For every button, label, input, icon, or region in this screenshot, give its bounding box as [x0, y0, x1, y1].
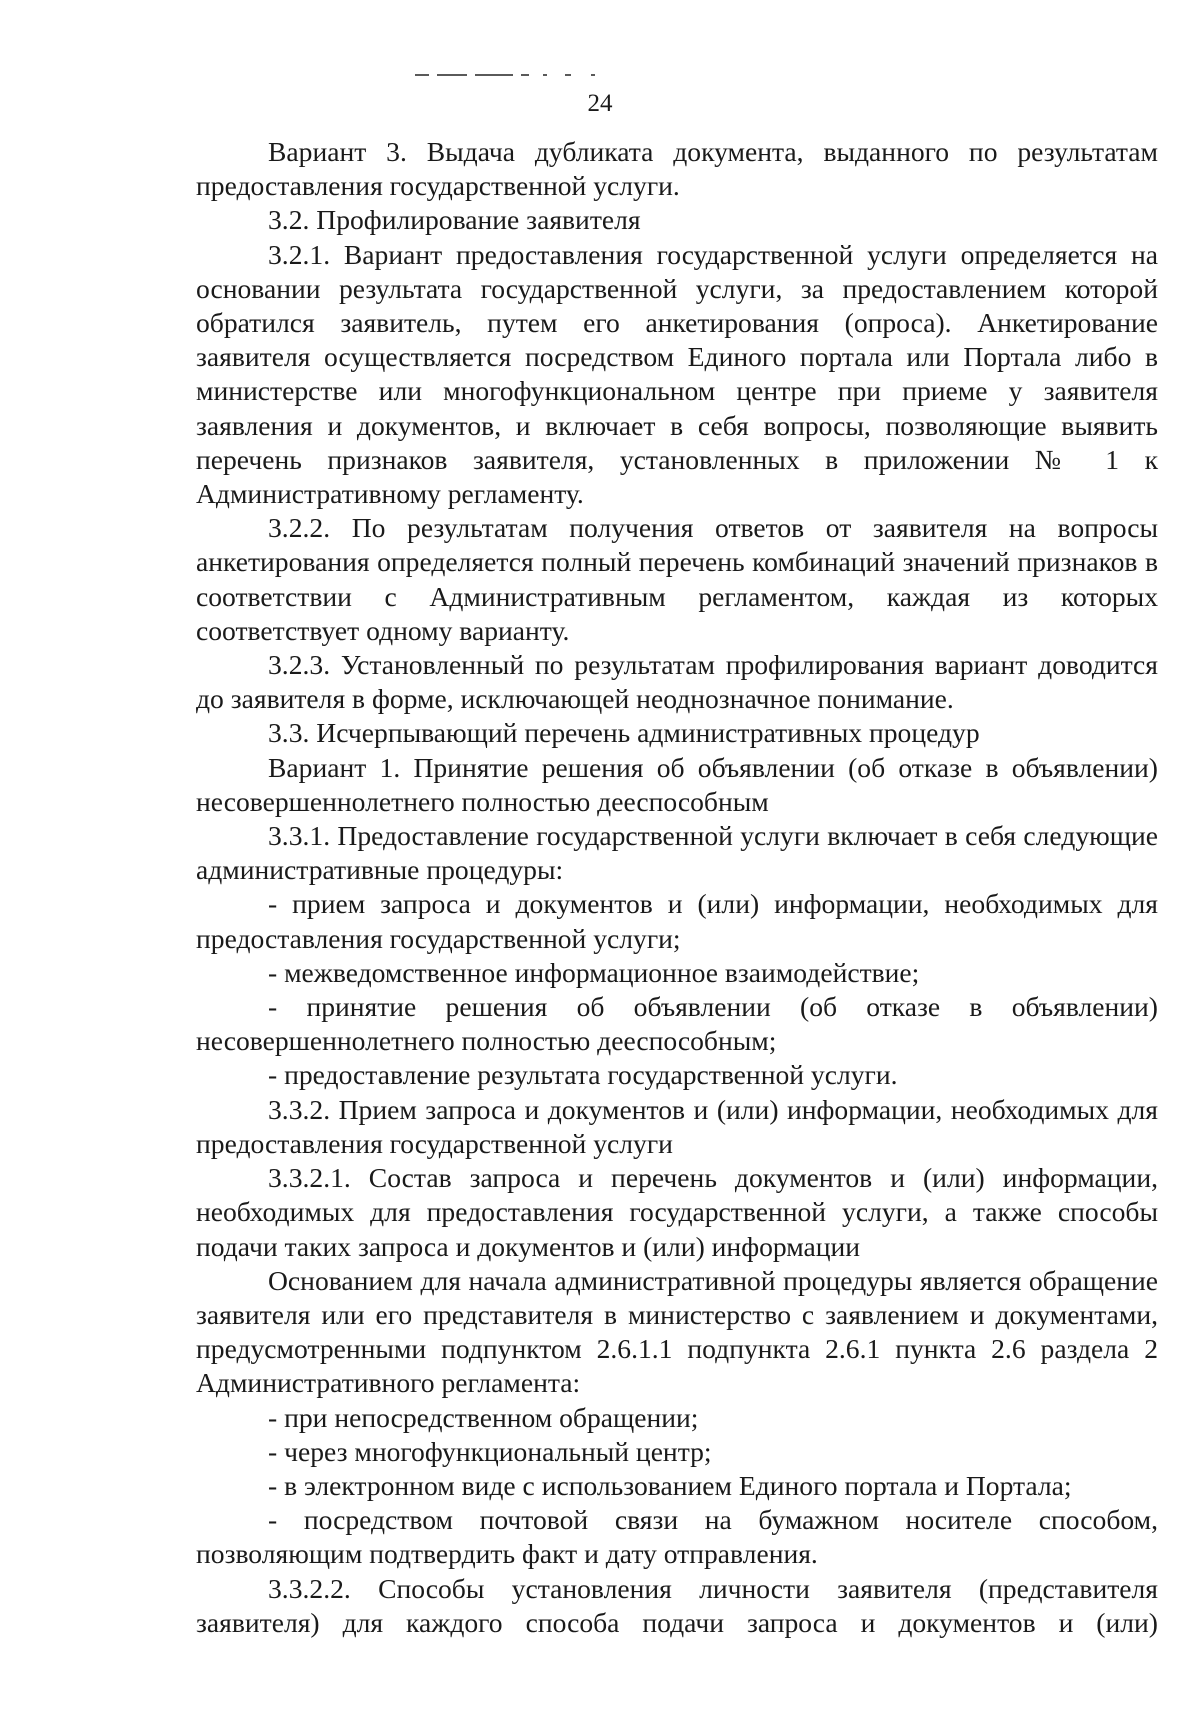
paragraph: Вариант 1. Принятие решения об объявлении (об отказе в объявлении) несовершеннолетнего полностью дееспособным	[196, 751, 1158, 817]
section-heading: 3.3.2. Прием запроса и документов и (или) информации, необходимых для предоставления государственной услуги	[196, 1093, 1158, 1159]
list-item: - через многофункциональный центр;	[268, 1435, 712, 1467]
paragraph: 3.2.2. По результатам получения ответов от заявителя на вопросы анкетирования определяется полный перечень комбинаций значений признаков в соответствии с Административным регламентом, каждая из которых соответствует одному варианту.	[196, 512, 1158, 646]
document-body	[196, 135, 1158, 1640]
list-item: - принятие решения об объявлении (об отказе в объявлении) несовершеннолетнего полностью дееспособным;	[196, 991, 1158, 1057]
paragraph: 3.3.1. Предоставление государственной услуги включает в себя следующие административные процедуры:	[196, 820, 1158, 886]
paragraph: 3.2.1. Вариант предоставления государственной услуги определяется на основании результата государственной услуги, за предоставлением которой обратился заявитель, путем его анкетирования (опроса). Анкетирование заявителя осуществляется посредством Единого портала или Портала либо в министерстве или многофункциональном центре при приеме у заявителя заявления и документов, и включает в себя вопросы, позволяющие выявить перечень признаков заявителя, установленных в приложении № 1 к Административному регламенту.	[196, 238, 1158, 510]
paragraph: 3.3.2.2. Способы установления личности заявителя (представителя заявителя) для каждого способа подачи запроса и документов и (или)	[196, 1572, 1158, 1638]
section-heading: 3.2. Профилирование заявителя	[268, 204, 641, 236]
paragraph: 3.3.2.1. Состав запроса и перечень документов и (или) информации, необходимых для предоставления государственной услуги, а также способы подачи таких запроса и документов и (или) информации	[196, 1162, 1158, 1262]
list-item: - прием запроса и документов и (или) информации, необходимых для предоставления государственной услуги;	[196, 888, 1158, 954]
paragraph: 3.2.3. Установленный по результатам профилирования вариант доводится до заявителя в форме, исключающей неоднозначное понимание.	[196, 649, 1158, 715]
page-number: 24	[587, 90, 613, 117]
scan-artifact	[415, 72, 625, 78]
list-item: - при непосредственном обращении;	[268, 1401, 699, 1433]
list-item: - межведомственное информационное взаимодействие;	[268, 956, 920, 988]
list-item: - предоставление результата государственной услуги.	[268, 1059, 898, 1091]
paragraph: Основанием для начала административной процедуры является обращение заявителя или его представителя в министерство с заявлением и документами, предусмотренными подпунктом 2.6.1.1 подпункта 2.6.1 пункта 2.6 раздела 2 Административного регламента:	[196, 1264, 1158, 1399]
list-item: - в электронном виде с использованием Единого портала и Портала;	[268, 1469, 1072, 1501]
paragraph: Вариант 3. Выдача дубликата документа, выданного по результатам предоставления государственной услуги.	[196, 136, 1158, 202]
section-heading: 3.3. Исчерпывающий перечень административных процедур	[268, 717, 980, 749]
list-item: - посредством почтовой связи на бумажном носителе способом, позволяющим подтвердить факт и дату отправления.	[196, 1504, 1158, 1570]
